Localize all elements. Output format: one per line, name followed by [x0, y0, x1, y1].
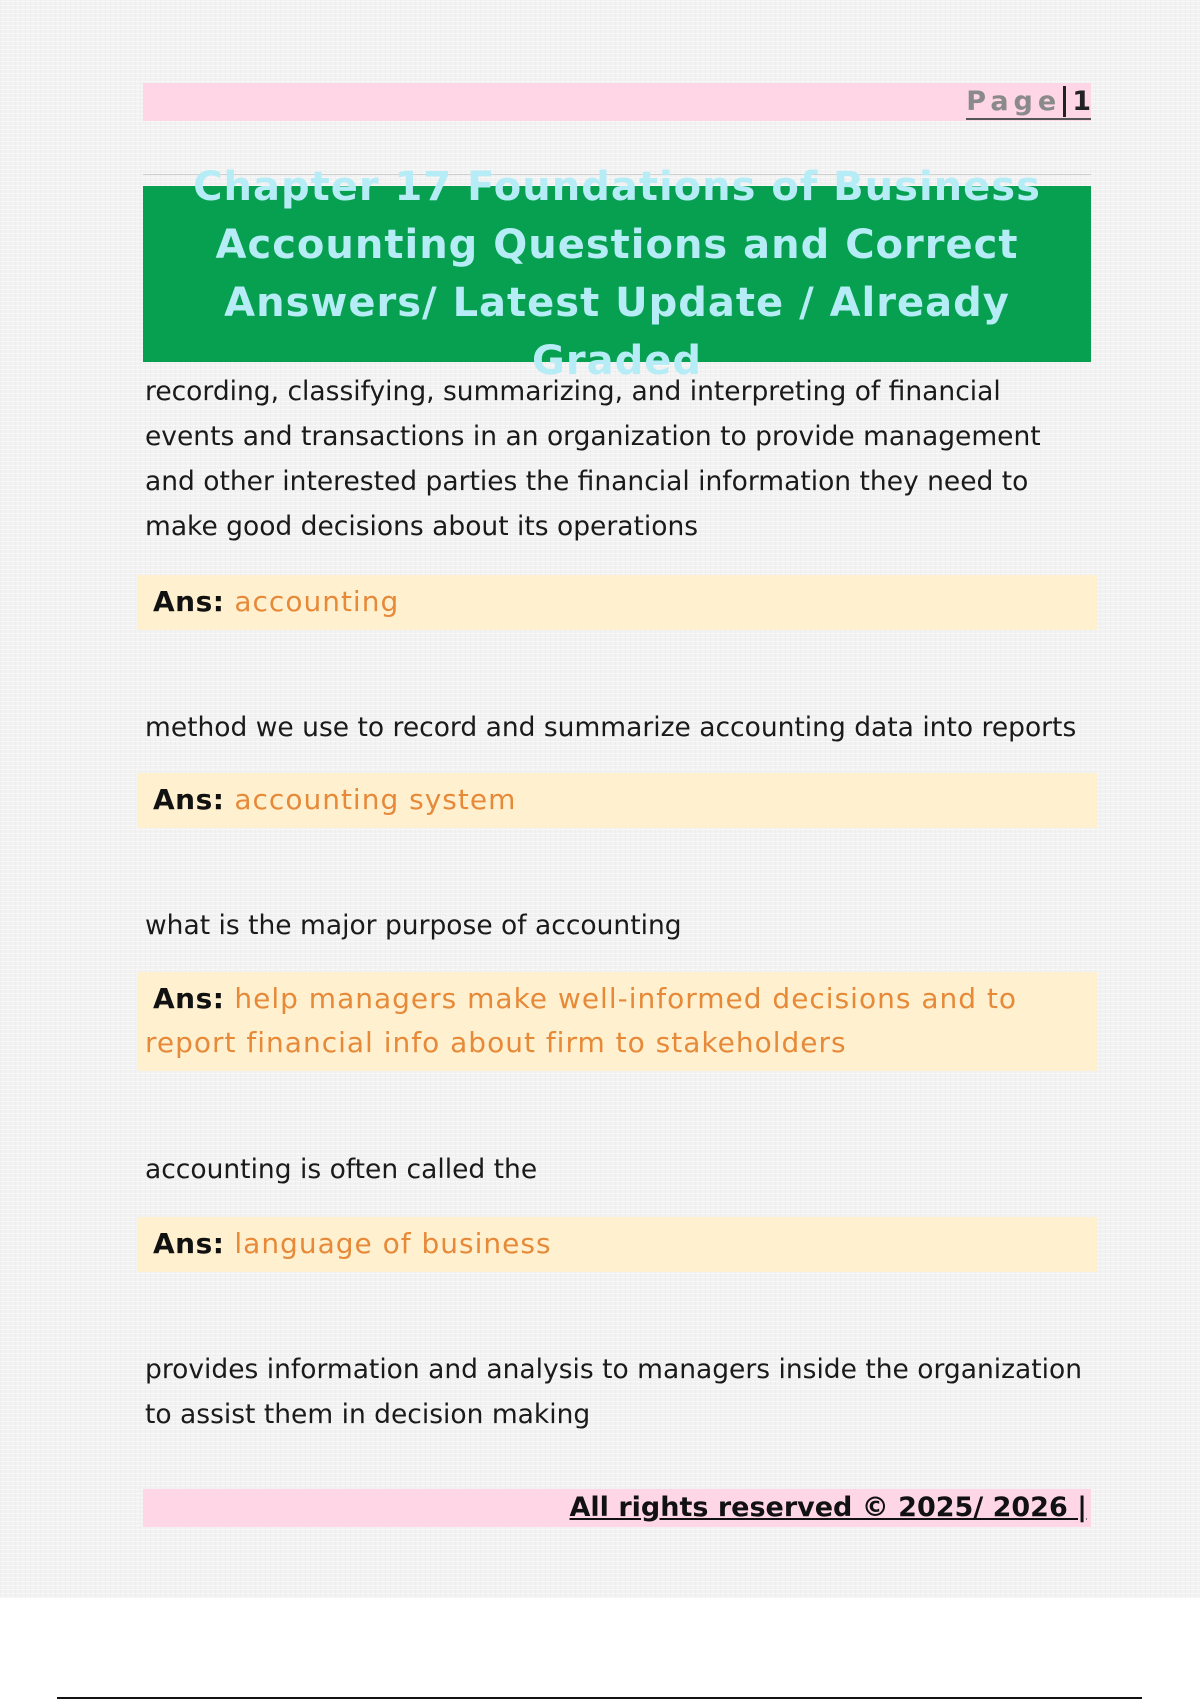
bottom-divider: [57, 1697, 1142, 1699]
answer-text: help managers make well-informed decisions and to report financial info about firm to stakeholders: [145, 982, 1018, 1059]
answer-box: [137, 1217, 1097, 1272]
title-banner: [143, 164, 1091, 384]
answer-text: accounting system: [234, 783, 517, 816]
answer-text: language of business: [234, 1227, 552, 1260]
page-number: 1: [1063, 86, 1091, 117]
page-header: [143, 83, 1091, 121]
page-label: Page: [966, 86, 1062, 117]
copyright-text: All rights reserved © 2025/ 2026 |: [569, 1492, 1087, 1523]
answer-label: Ans:: [153, 783, 225, 816]
page-footer: [143, 1489, 1091, 1527]
answer-box: [137, 773, 1097, 828]
question-text: provides information and analysis to managers inside the organization to assist them in decision making: [145, 1354, 1083, 1430]
question-text: recording, classifying, summarizing, and interpreting of financial events and transactions in an organization to provide management and other interested parties the financial information they need to make good decisions about its operations: [145, 376, 1041, 542]
question-text: method we use to record and summarize accounting data into reports: [145, 712, 1077, 743]
answer-text: accounting: [234, 585, 400, 618]
answer-label: Ans:: [153, 1227, 225, 1260]
page-indicator: [966, 86, 1091, 120]
answer-box: [137, 972, 1097, 1071]
answer-label: Ans:: [153, 585, 225, 618]
answer-box: [137, 575, 1097, 630]
document-title: Chapter 17 Foundations of Business Accounting Questions and Correct Answers/ Latest Update / Already Graded: [193, 164, 1041, 384]
question-text: accounting is often called the: [145, 1154, 538, 1185]
answer-label: Ans:: [153, 982, 225, 1015]
question-text: what is the major purpose of accounting: [145, 910, 682, 941]
